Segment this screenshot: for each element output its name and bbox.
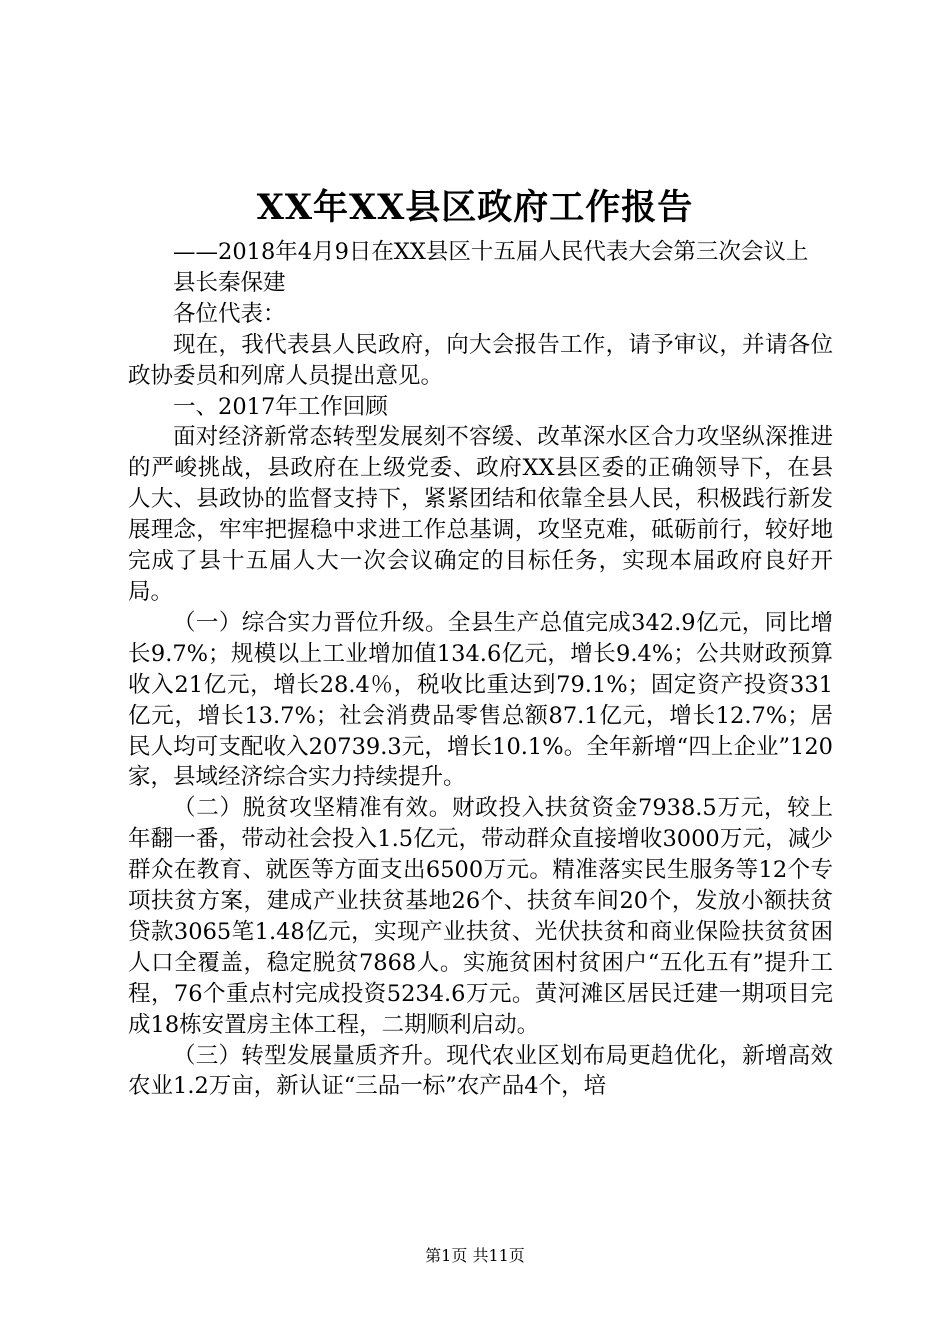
section-heading: 一、2017年工作回顾: [173, 393, 388, 420]
speaker-line: 县长秦保建: [173, 269, 286, 296]
body-paragraph: 面对经济新常态转型发展刻不容缓、改革深水区合力攻坚纵深推进的严峻挑战，县政府在上级党委、政府XX县区委的正确领导下，在县人大、县政协的监督支持下，紧紧团结和依靠全县人民，积极践行新发展理念，牢牢把握稳中求进工作总基调，攻坚克难，砥砺前行，较好地完成了县十五届人大一次会议确定的目标任务，实现本届政府良好开局。: [128, 424, 833, 605]
body-paragraph: （一）综合实力晋位升级。全县生产总值完成342.9亿元，同比增长9.7%；规模以上工业增加值134.6亿元，增长9.4%；公共财政预算收入21亿元，增长28.4％，税收比重达到79.1%；固定资产投资331亿元，增长13.7%；社会消费品零售总额87.1亿元，增长12.7%；居民人均可支配收入20739.3元，增长10.1%。全年新增“四上企业”120家，县域经济综合实力持续提升。: [128, 609, 833, 791]
body-paragraph: 现在，我代表县人民政府，向大会报告工作，请予审议，并请各位政协委员和列席人员提出意见。: [128, 331, 833, 389]
page-footer: 第1页 共11页: [425, 1246, 525, 1265]
body-paragraph: （二）脱贫攻坚精准有效。财政投入扶贫资金7938.5万元，较上年翻一番，带动社会投入1.5亿元，带动群众直接增收3000万元，减少群众在教育、就医等方面支出6500万元。精准落实民生服务等12个专项扶贫方案，建成产业扶贫基地26个、扶贫车间20个，发放小额扶贫贷款3065笔1.48亿元，实现产业扶贫、光伏扶贫和商业保险扶贫贫困人口全覆盖，稳定脱贫7868人。实施贫困村贫困户“五化五有”提升工程，76个重点村完成投资5234.6万元。黄河滩区居民迁建一期项目完成18栋安置房主体工程，二期顺利启动。: [128, 795, 833, 1038]
document-title: XX年XX县区政府工作报告: [256, 187, 694, 228]
document-body: [128, 237, 833, 1102]
subtitle-paragraph: ——2018年4月9日在XX县区十五届人民代表大会第三次会议上: [173, 239, 809, 265]
body-paragraph: （三）转型发展量质齐升。现代农业区划布局更趋优化，新增高效农业1.2万亩，新认证“三品一标”农产品4个，培: [128, 1042, 833, 1100]
salutation: 各位代表：: [173, 300, 286, 327]
